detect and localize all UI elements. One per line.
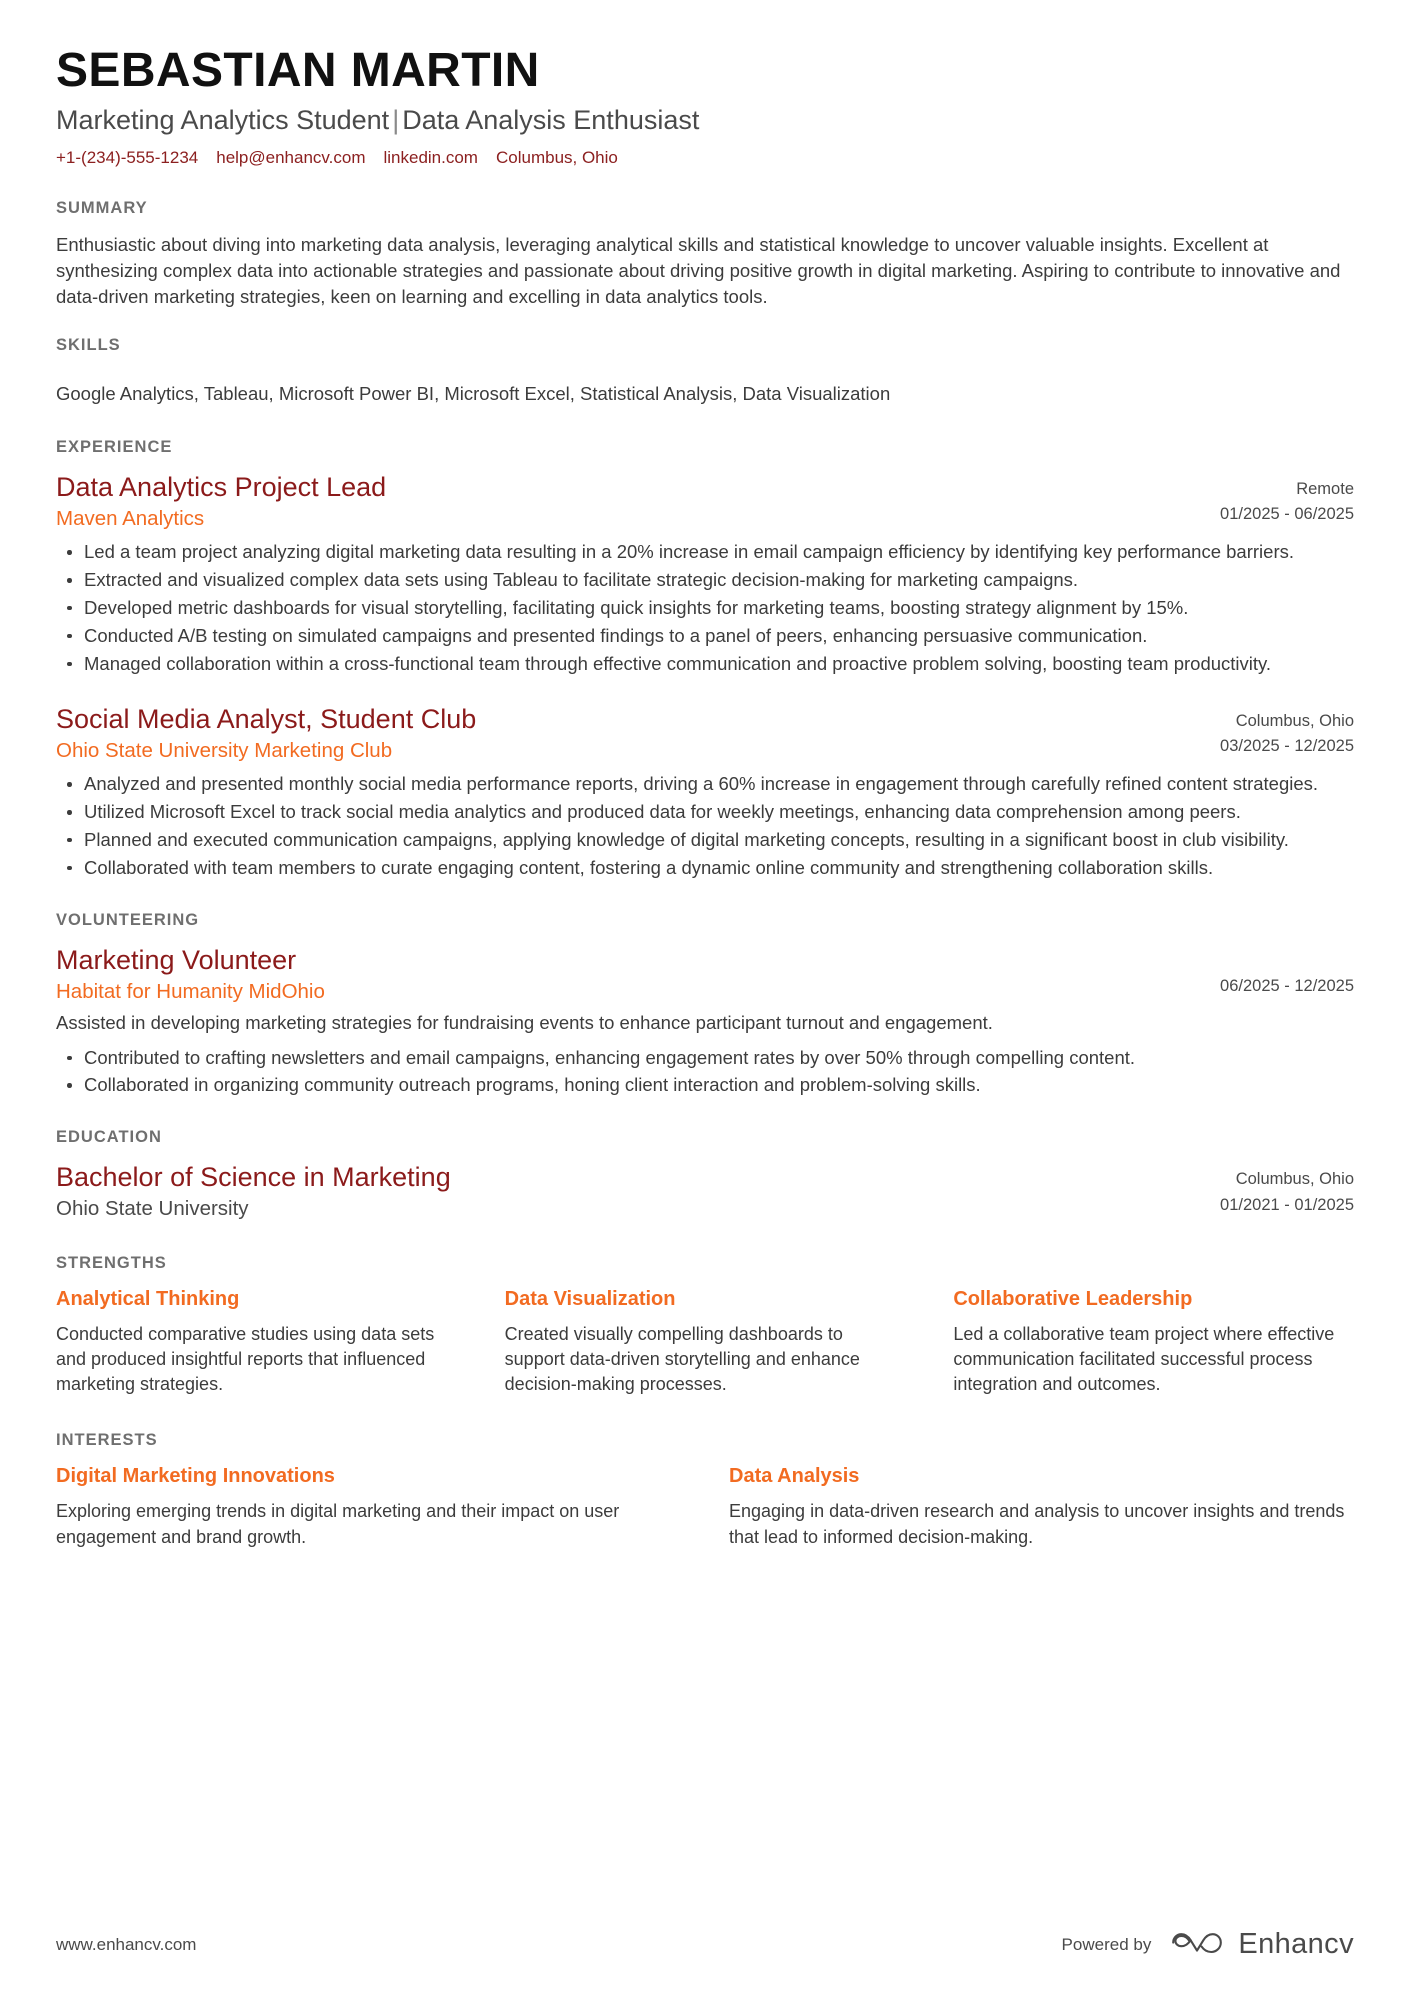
- entry-right: [1220, 471, 1354, 528]
- experience-entry: [56, 703, 1354, 881]
- bullet-item: Analyzed and presented monthly social media performance reports, driving a 60% increase in engagement through carefully refined content strategies.: [82, 771, 1354, 797]
- section-strengths: [56, 1254, 1354, 1398]
- job-location: Columbus, Ohio: [1235, 711, 1354, 730]
- interest-item: [56, 1464, 681, 1549]
- contact-linkedin[interactable]: linkedin.com: [383, 148, 478, 168]
- interest-name: Data Analysis: [729, 1465, 860, 1488]
- job-location: Remote: [1296, 479, 1354, 498]
- entry-left: [56, 471, 1196, 532]
- job-title: Data Analytics Project Lead: [56, 471, 387, 502]
- volunteer-role: Marketing Volunteer: [56, 944, 297, 975]
- section-skills: [56, 336, 1354, 407]
- volunteer-description: Assisted in developing marketing strategies for fundraising events to enhance participant turnout and engagement.: [56, 1012, 993, 1034]
- skills-list: Google Analytics, Tableau, Microsoft Power BI, Microsoft Excel, Statistical Analysis, Data Visualization: [56, 383, 891, 405]
- headline-separator: |: [392, 104, 400, 135]
- page-footer: [56, 1928, 1354, 1961]
- bullet-item: Utilized Microsoft Excel to track social media analytics and produced data for weekly meetings, enhancing data comprehension among peers.: [82, 799, 1354, 825]
- strength-item: [505, 1287, 906, 1398]
- entry-right: [1220, 703, 1354, 760]
- school-name: Ohio State University: [56, 1197, 249, 1221]
- bullet-item: Managed collaboration within a cross-functional team through effective communication and proactive problem solving, boosting team productivity.: [82, 651, 1354, 677]
- strengths-columns: [56, 1287, 1354, 1398]
- section-title-summary: SUMMARY: [56, 198, 148, 217]
- company-name: Maven Analytics: [56, 506, 205, 530]
- enhancv-brand-name: Enhancv: [1238, 1928, 1354, 1960]
- strength-name: Collaborative Leadership: [953, 1287, 1193, 1310]
- entry-header: [56, 471, 1354, 532]
- strength-item: [56, 1287, 457, 1398]
- section-title-education: EDUCATION: [56, 1128, 162, 1147]
- footer-branding: [1062, 1928, 1354, 1961]
- volunteer-dates: 06/2025 - 12/2025: [1220, 976, 1354, 995]
- entry-left: [56, 944, 1196, 1005]
- school-location: Columbus, Ohio: [1235, 1170, 1354, 1189]
- entry-header: [56, 1161, 1354, 1222]
- job-dates: 01/2025 - 06/2025: [1220, 505, 1354, 524]
- company-name: Ohio State University Marketing Club: [56, 738, 393, 762]
- section-title-volunteering: VOLUNTEERING: [56, 910, 200, 929]
- candidate-name: SEBASTIAN MARTIN: [56, 44, 540, 97]
- candidate-headline: [56, 104, 1354, 136]
- footer-website-url[interactable]: www.enhancv.com: [56, 1934, 197, 1954]
- summary-text: Enthusiastic about diving into marketing data analysis, leveraging analytical skills and statistical knowledge to uncover valuable insights. Excellent at synthesizing complex data into actionable strategies and passionate about driving positive growth in digital marketing. Aspiring to contribute to innovative and data-driven marketing strategies, keen on learning and excelling in data analytics tools.: [56, 233, 1341, 308]
- entry-right: [1220, 944, 1354, 1000]
- enhancv-logo-icon: [1169, 1930, 1225, 1960]
- resume-header: [56, 44, 1354, 169]
- education-entry: [56, 1161, 1354, 1222]
- job-dates: 03/2025 - 12/2025: [1220, 737, 1354, 756]
- enhancv-brand: [1169, 1928, 1354, 1961]
- section-education: [56, 1128, 1354, 1222]
- job-bullets: [56, 539, 1354, 676]
- interest-description: Exploring emerging trends in digital marketing and their impact on user engagement and brand growth.: [56, 1501, 620, 1547]
- section-summary: [56, 199, 1354, 311]
- volunteer-organization: Habitat for Humanity MidOhio: [56, 979, 325, 1003]
- bullet-item: Extracted and visualized complex data sets using Tableau to facilitate strategic decision-making for marketing campaigns.: [82, 567, 1354, 593]
- entry-right: [1220, 1161, 1354, 1218]
- section-title-interests: INTERESTS: [56, 1431, 158, 1450]
- section-title-experience: EXPERIENCE: [56, 437, 173, 456]
- strength-description: Led a collaborative team project where effective communication facilitated successful process integration and outcomes.: [953, 1323, 1335, 1395]
- contact-row: [56, 148, 1354, 168]
- bullet-item: Developed metric dashboards for visual storytelling, facilitating quick insights for marketing teams, boosting strategy alignment by 15%.: [82, 595, 1354, 621]
- section-interests: [56, 1431, 1354, 1549]
- school-dates: 01/2021 - 01/2025: [1220, 1195, 1354, 1214]
- section-experience: [56, 438, 1354, 881]
- bullet-item: Collaborated in organizing community outreach programs, honing client interaction and problem-solving skills.: [82, 1072, 1354, 1098]
- entry-header: [56, 703, 1354, 764]
- section-title-strengths: STRENGTHS: [56, 1253, 167, 1272]
- volunteering-entry: [56, 944, 1354, 1099]
- strength-name: Data Visualization: [504, 1287, 676, 1310]
- contact-email[interactable]: help@enhancv.com: [216, 148, 366, 168]
- entry-left: [56, 1161, 1196, 1222]
- bullet-item: Planned and executed communication campaigns, applying knowledge of digital marketing concepts, resulting in a significant boost in club visibility.: [82, 827, 1354, 853]
- bullet-item: Conducted A/B testing on simulated campaigns and presented findings to a panel of peers, enhancing persuasive communication.: [82, 623, 1354, 649]
- strength-description: Created visually compelling dashboards to support data-driven storytelling and enhance decision-making processes.: [504, 1323, 860, 1395]
- experience-entry: [56, 471, 1354, 677]
- job-bullets: [56, 771, 1354, 881]
- strength-item: [953, 1287, 1354, 1398]
- interest-description: Engaging in data-driven research and analysis to uncover insights and trends that lead to informed decision-making.: [729, 1501, 1345, 1547]
- entry-header: [56, 944, 1354, 1005]
- bullet-item: Led a team project analyzing digital marketing data resulting in a 20% increase in email campaign efficiency by identifying key performance barriers.: [82, 539, 1354, 565]
- job-title: Social Media Analyst, Student Club: [56, 703, 477, 734]
- volunteer-bullets: [56, 1045, 1354, 1099]
- bullet-item: Collaborated with team members to curate engaging content, fostering a dynamic online community and strengthening collaboration skills.: [82, 855, 1354, 881]
- contact-phone[interactable]: +1-(234)-555-1234: [56, 148, 199, 168]
- interest-item: [729, 1464, 1354, 1549]
- section-title-skills: SKILLS: [56, 336, 121, 355]
- interests-columns: [56, 1464, 1354, 1549]
- degree-title: Bachelor of Science in Marketing: [56, 1162, 451, 1193]
- strength-description: Conducted comparative studies using data sets and produced insightful reports that influenced marketing strategies.: [56, 1323, 435, 1395]
- headline-left: Marketing Analytics Student: [56, 104, 390, 135]
- bullet-item: Contributed to crafting newsletters and email campaigns, enhancing engagement rates by over 50% through compelling content.: [82, 1045, 1354, 1071]
- contact-location: Columbus, Ohio: [495, 148, 618, 168]
- section-volunteering: [56, 911, 1354, 1099]
- headline-right: Data Analysis Enthusiast: [402, 104, 700, 135]
- powered-by-label: Powered by: [1061, 1934, 1152, 1954]
- entry-left: [56, 703, 1196, 764]
- strength-name: Analytical Thinking: [56, 1287, 240, 1310]
- interest-name: Digital Marketing Innovations: [56, 1465, 335, 1488]
